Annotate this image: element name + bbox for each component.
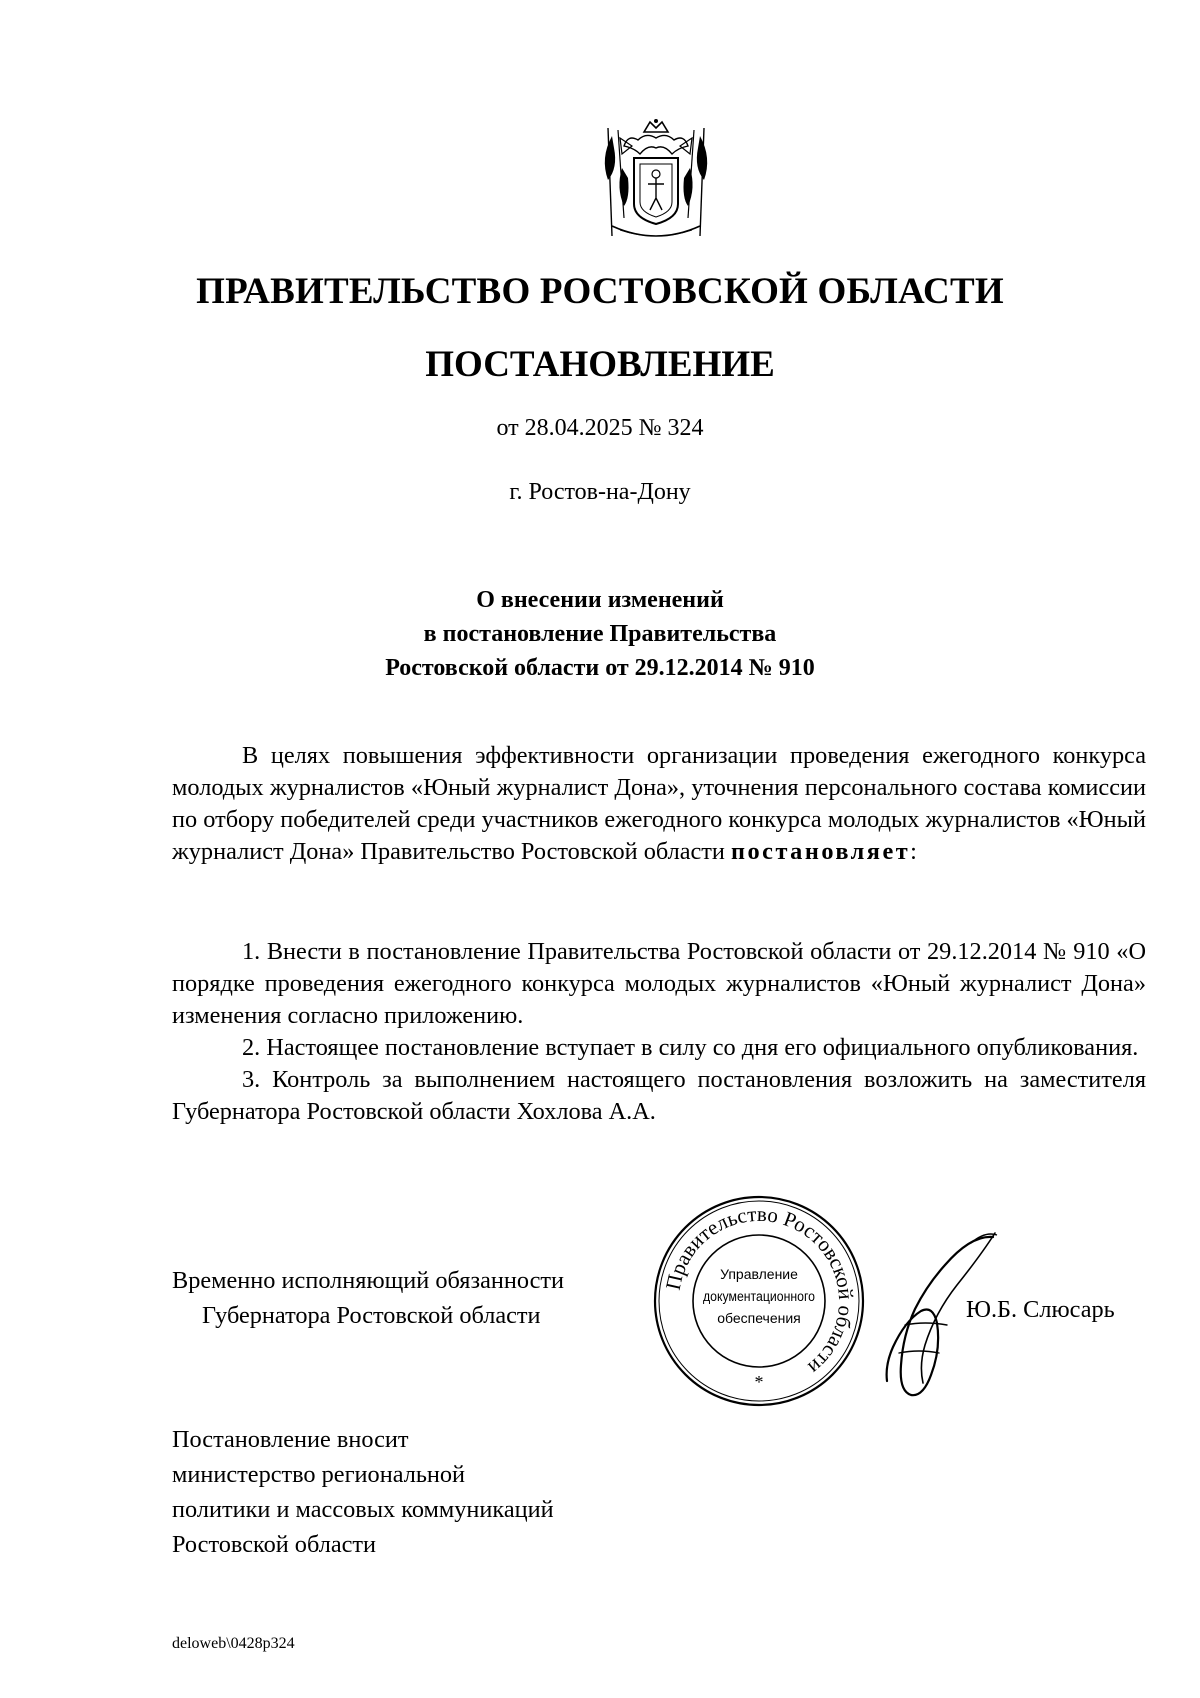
signatory-position: [172, 1263, 564, 1333]
submitter-note: [172, 1422, 554, 1562]
seal-inner-line: Управление: [720, 1266, 798, 1282]
preamble-colon: :: [910, 838, 917, 865]
decree-item: 1. Внести в постановление Правительства Ростовской области от 29.12.2014 № 910 «О порядке проведения ежегодного конкурса молодых журналистов «Юный журналист Дона» изменения согласно приложению.: [172, 938, 1146, 1029]
preamble-text: В целях повышения эффективности организации проведения ежегодного конкурса молодых журналистов «Юный журналист Дона», уточнения персонального состава комиссии по отбору победителей среди участников ежегодного конкурса молодых журналистов «Юный журналист Дона» Правительство Ростовской области: [172, 742, 1146, 865]
decree-item: 3. Контроль за выполнением настоящего постановления возложить на заместителя Губернатора Ростовской области Хохлова А.А.: [172, 1066, 1146, 1125]
subject-line: О внесении изменений: [476, 587, 724, 613]
position-line: Временно исполняющий обязанности: [172, 1267, 565, 1294]
subject-line: в постановление Правительства: [423, 621, 777, 647]
decree-word: постановляет: [731, 838, 911, 865]
submitter-line: Постановление вносит: [172, 1426, 409, 1453]
rostov-oblast-coat-of-arms-icon: [598, 118, 714, 246]
document-type: ПОСТАНОВЛЕНИЕ: [425, 344, 775, 385]
official-seal-stamp: [649, 1191, 869, 1411]
subject-line: Ростовской области от 29.12.2014 № 910: [385, 655, 815, 681]
decree-item: 2. Настоящее постановление вступает в силу со дня его официального опубликования.: [242, 1034, 1139, 1061]
submitter-line: министерство региональной: [172, 1461, 466, 1488]
city: г. Ростов-на-Дону: [509, 479, 691, 505]
document-code: deloweb\0428p324: [172, 1635, 295, 1652]
seal-star: *: [754, 1372, 764, 1392]
date-and-number: от 28.04.2025 № 324: [496, 415, 704, 441]
seal-inner-line: документационного: [703, 1289, 815, 1304]
submitter-line: Ростовской области: [172, 1531, 377, 1558]
document-subject: [0, 583, 1200, 685]
seal-inner-line: обеспечения: [717, 1310, 801, 1326]
government-title: ПРАВИТЕЛЬСТВО РОСТОВСКОЙ ОБЛАСТИ: [196, 271, 1004, 312]
decree-items: [172, 936, 1146, 1128]
submitter-line: политики и массовых коммуникаций: [172, 1496, 554, 1523]
position-line: Губернатора Ростовской области: [202, 1302, 541, 1329]
seal-outer-text: Правительство Ростовской области: [660, 1201, 859, 1380]
signatory-name: Ю.Б. Слюсарь: [966, 1296, 1115, 1323]
preamble: [172, 740, 1146, 868]
